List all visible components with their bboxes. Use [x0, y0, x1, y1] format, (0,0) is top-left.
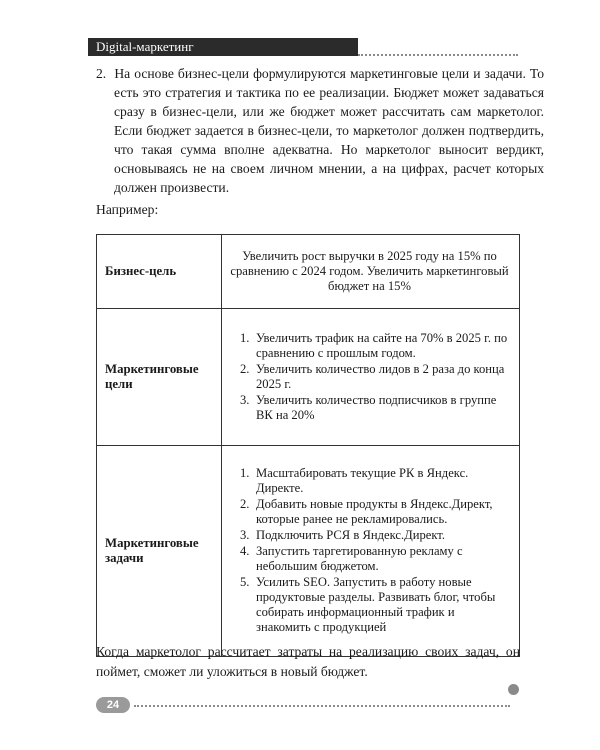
marketing-goals-cell — [222, 309, 520, 446]
row-label: Маркетинговые задачи — [97, 446, 222, 657]
page-number: 24 — [96, 697, 130, 713]
list-item: 1. Увеличить трафик на сайте на 70% в 2025 г. по сравнению с прошлым годом. — [240, 330, 508, 360]
header-dotted-rule — [358, 54, 518, 56]
list-item: 1. Масштабировать текущие РК в Яндекс. Директе. — [240, 466, 469, 495]
business-goal-text: Увеличить рост выручки в 2025 году на 15% по сравнению с 2024 годом. Увеличить маркетинговый бюджет на 15% — [222, 235, 520, 309]
footer-dotted-rule — [134, 705, 510, 707]
marketing-tasks-cell — [222, 446, 520, 657]
running-header: Digital-маркетинг — [88, 38, 358, 56]
marketing-goals-list — [230, 331, 509, 423]
goals-table — [96, 234, 520, 657]
numbered-paragraph — [96, 64, 544, 197]
table-row-marketing-goals — [97, 309, 520, 446]
footer-dot-icon — [508, 684, 519, 695]
table-row-marketing-tasks — [97, 446, 520, 657]
paragraph-text: На основе бизнес-цели формулируются маркетинговые цели и задачи. То есть это стратегия и тактика по ее реализации. Бюджет может задаваться сразу в бизнес-цели, или же бюджет может рассчитать сам маркетолог. Если бюджет задается в бизнес-цели, то маркетолог должен подтвердить, что такая сумма вполне адекватна. Но маркетолог выносит вердикт, основываясь не на своем личном мнении, а на цифрах, расчет которых должен произвести. — [114, 66, 545, 195]
table-row-business-goal — [97, 235, 520, 309]
list-item: 3. Увеличить количество подписчиков в группе ВК на 20% — [240, 392, 497, 422]
row-label: Бизнес-цель — [97, 235, 222, 309]
marketing-tasks-list — [230, 466, 509, 635]
list-item: 2. Добавить новые продукты в Яндекс.Директ, которые ранее не рекламировались. — [240, 497, 493, 526]
paragraph-number: 2. — [96, 66, 107, 81]
list-item: 4. Запустить таргетированную рекламу с небольшим бюджетом. — [240, 544, 463, 573]
list-item: 2. Увеличить количество лидов в 2 раза до конца 2025 г. — [240, 361, 505, 391]
row-label: Маркетинговые цели — [97, 309, 222, 446]
closing-paragraph: Когда маркетолог рассчитает затраты на реализацию своих задач, он поймет, сможет ли уложиться в новый бюджет. — [96, 644, 520, 679]
list-item: 5. Усилить SEO. Запустить в работу новые продуктовые разделы. Развивать блог, чтобы собирать информационный трафик и знакомить с продукцией — [240, 575, 496, 634]
list-item: 3. Подключить РСЯ в Яндекс.Директ. — [240, 528, 445, 542]
example-label: Например: — [96, 202, 159, 217]
